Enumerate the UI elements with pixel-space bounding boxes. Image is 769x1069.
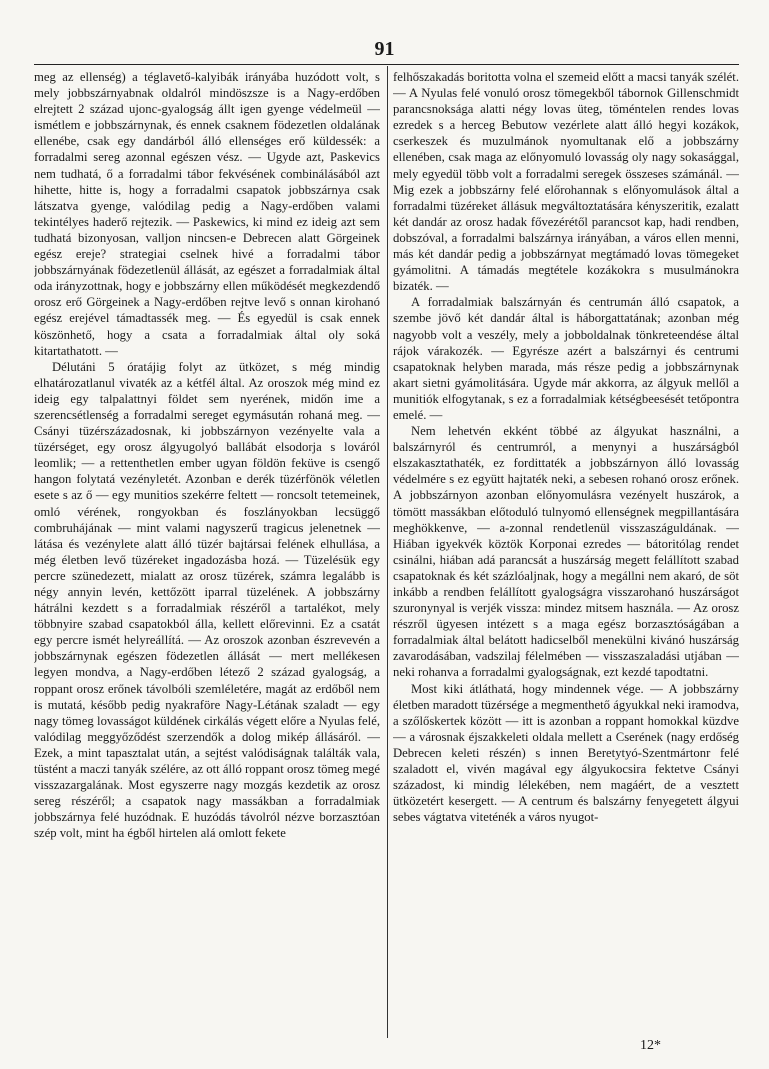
paragraph: A forradalmiak balszárnyán és centrumán álló csapatok, a szembe jövő két dandár által is háborgattatának; azonban még nagyobb volt a veszély, mely a jobboldalnak tönkreteendése által rájok várakozék. — Egyrésze azért a balszárnyi és centrumi csapatoknak helyben marada, más része pedig a jobbszárnynak akart sietni gyámolitására. Ugyde már akkorra, az álgyuk mellől a munitiók elfogytanak, s ez a forradalmiak kétségbeesését tetőpontra emelé. — bbox=[393, 295, 739, 422]
paragraph: Nem lehetvén ekként többé az álgyukat használni, a balszárnyról és centrumról, a menynyi a huszárságból elszakasztathaték, ez fordittaték a jobbszárnyon álló lovasság védelmére s ez együtt hajtaték neki, a sebesen rohanó orosz erőnek. A jobbszárnyon azonban előnyomulásra vezényelt huszárok, a tömött massákban előtoduló tulnyomó ellenségnek megpillantására meghökkenve, — a-zonnal rendetlenül visszaszáguldának. — Hiában igyekvék köztök Korponai ezredes — bátoritólag rendet csinálni, hiában adá parancsát a huszárság megett felállított szabad csapatoknak és két százlóaljnak, hogy a megállni nem akaró, de söt inkább a rendben felállított gyalogságra visszarohanó huszárságot szuronynyal is verjék vissza: mindez mitsem használa. — Az orosz részről ügyesen intézett s a maga egész borzasztóságában a forradalmiak által belátott hadicselből menekülni kivánó huszárság zavarodásában, vadszilaj félelmében — visszaszaladási utjában — neki rohanva a forradalmi gyalogságnak, ezt kezdé tapodtatni. bbox=[393, 424, 739, 680]
left-column bbox=[34, 69, 380, 1037]
column-divider bbox=[387, 66, 388, 1038]
paragraph: felhőszakadás boritotta volna el szemeid előtt a macsi tanyák szélét. — A Nyulas felé vonuló orosz tömegekből tábornok Gillenschmidt parancsnoksága alatti négy lovas üteg, töméntelen rendes lovas ezredek s a herceg Bebutow vezérlete alatt álló hegyi kozákok, cserkeszek és muzulmánok nyomultanak elő a jobbszárny ellenében, csak maga az előnyomuló lovasság oly nagy sokasággal, mely egyedül több volt a forradalmi seregek összeses számánál. — Mig ezek a jobbszárny felé előrohannak s előnyomulások által a forradalmi tüzéreket állásuk megváltoztatására kényszeritik, ezalatt két dandár az orosz hadak fővezérétől parancsot kap, hadi rendben, dobszóval, a forradalmi balszárnya irányában, a város ellen menni, más két dandár pedig a jobbszárnyat megtámadó lovas tömegeket gyámolitni. A támadás megtétele kozákokra s musulmánokra bizaték. — bbox=[393, 70, 739, 294]
page-number: 91 bbox=[374, 38, 395, 60]
header-rule bbox=[34, 64, 739, 65]
paragraph: Most kiki átláthatá, hogy mindennek vége. — A jobbszárny életben maradott tüzérsége a megmenthető ágyukkal neki iramodva, a szőlőskertek között — itt is azonban a roppant homokkal küzdve — a városnak éjszakkeleti oldala mellett a Cserének (nagy erdőség Debrecen keleti részén) s innen Beretytyó-Szentmártonr felé szaladott el, vivén magával egy álgyukocsira fektetve Csányi századost, ki mindig lélekében, nem magáért, de a vesztett ütközetért kesergett. — A centrum és balszárny fenyegetett álgyui sebes vágtatva viteténék a város nyugot- bbox=[393, 681, 739, 825]
paragraph: Délutáni 5 óratájig folyt az ütközet, s még mindig elhatározatlanul vivaték az a kétfél által. Az oroszok még mind ez ideig egy talpalattnyi földet sem nyerének, midőn ime a szerencsétlenség a forradalmi sereget egymásután rohaná meg. — Csányi tüzérszázadosnak, ki jobbszárnyon vezényelte vala a tüzérséget, egy orosz álgyugolyó ballábát elsodorja s lováról leomlik; — a rettenthetlen ember ugyan földön feküve is csengő hangon folytatá vezényletét. Azonban e derék tüzérfönök véletlen esete s az ő — egy munitios szekérre feltett — roncsolt tetemeinek, omló vérének, rongyokban és foszlányokban lecsüggő combruhájának — mint valami nagyszerű tragicus jelenetnek — látása és vezénylete alatt álló tüzér bajtársai felének elhullása, a még életben levő tüzéreket ingadozásba hozá. — Tüzelésük egy percre szünedezett, mialatt az orosz tüzérek, számra legalább is négy annyin levén, kettőzött iparral tüzelének. A jobbszárny hátrálni kezdett s a forradalmiak részéről a tartalékot, mely többnyire szabad csapatokból álla, kellett előrevinni. Ez a csatát egy percre ismét helyreállítá. — Az oroszok azonban észrevevén a jobbszárnynak egészen födezetlen állását — mert mellékesen legyen mondva, a Nagy-erdőben létező 2 század gyalogság, a roppant orosz erőnek távolbóli szemléletére, magát az erdőből nem is mutatá, később pedig nyakraföre Nagy-Létának szaladt — egy nagy tömeg lovasságot küldének cirkálás végett előre a Nyulas felé, valódilag meggyőződést szerzendők a dolog mikép állásáról. — Ezek, a mint tapasztalat után, a sejtést valódiságnak találták vala, tüstént a maczi tanyák szélére, az ott álló roppant orosz tömeg megé visszazargalának. Most egyszerre nagy mozgás kezdetik az orosz sereg részéről; a csapatok nagy massákban a forradalmiak jobbszárnya felé huzódnak. E huzódás távolról nézve borzasztóan szép volt, mint ha égből hirtelen alá omlott fekete bbox=[34, 359, 380, 841]
right-column bbox=[393, 69, 739, 1037]
paragraph: meg az ellenség) a téglavető-kalyibák irányába huzódott volt, s mely jobbszárnyabnak oldalról mindöszsze is a Nagy-erdőben elrejtett 2 század ujonc-gyalogság állt igen gyenge védelmeül — ismétlem e jobbszárnynak, és ennek csaknem födezetlen oldalának ellenébe, csak egy dandárból álló ellenséges erő küldessék: a forradalmi sereg azonnal egészen vész. — Ugyde azt, Paskevics nem tudhatá, ő a forradalmi tábor fekvésének combinálásából azt hihette, hitte is, hogy a forradalmi csapatok jobbszárnya csak látszatva gyenge, valódilag pedig a Nagy-erdőben valami tekintélyes haderő rejtezik. — Paskewics, ki mind ez ideig azt sem tudhatá bizonyosan, valljon nincsen-e Debrecen alatt Görgeinek egész ereje? strategiai cselnek hivé a forradalmi tábor jobbszárnyának födezetlenül állását, az egészet a forradalmiak által oda irányzottnak, hogy e jobbszárny ellen működését megkezdendő orosz erő Görgeinek a Nagy-erdőben rejtve levő s onnan kirohanó egész erejével támadtassék meg. — És egyedül is csak ennek köszönhető, hogy a csata a forradalmiak által oly soká kitartathatott. — bbox=[34, 70, 380, 358]
printer-signature: 12* bbox=[640, 1038, 661, 1053]
